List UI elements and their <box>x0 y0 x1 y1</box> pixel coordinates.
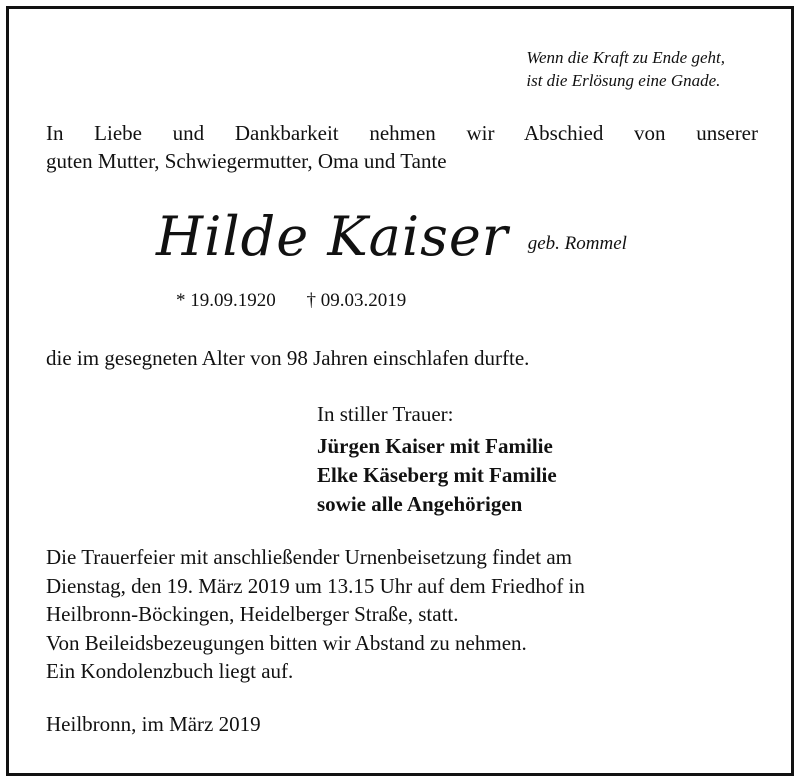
place-and-date: Heilbronn, im März 2019 <box>46 712 261 736</box>
deceased-name: Hilde Kaiser <box>156 205 509 268</box>
mourner-name: sowie alle Angehörigen <box>317 492 523 516</box>
service-line: Von Beileidsbezeugungen bitten wir Abstand zu nehmen. <box>46 630 527 655</box>
motto-quote <box>526 46 725 92</box>
birth-date: * 19.09.1920 <box>176 290 276 311</box>
intro-text <box>46 119 758 175</box>
service-line: Dienstag, den 19. März 2019 um 13.15 Uhr auf dem Friedhof in <box>46 573 585 598</box>
obituary-notice <box>6 6 794 776</box>
death-date: † 09.03.2019 <box>306 290 407 311</box>
service-details <box>46 543 761 686</box>
intro-line-2: guten Mutter, Schwiegermutter, Oma und Tante <box>46 149 447 173</box>
service-line: Ein Kondolenzbuch liegt auf. <box>46 659 294 683</box>
motto-line-1: Wenn die Kraft zu Ende geht, <box>526 48 725 67</box>
service-line: Heilbronn-Böckingen, Heidelberger Straße, statt. <box>46 602 459 626</box>
mourners-heading: In stiller Trauer: <box>317 402 454 426</box>
life-dates <box>176 290 406 312</box>
intro-line-1: In Liebe und Dankbarkeit nehmen wir Abschied von unserer <box>46 121 758 145</box>
service-line: Die Trauerfeier mit anschließender Urnenbeisetzung findet am <box>46 545 572 569</box>
mourner-name: Jürgen Kaiser mit Familie <box>317 434 553 458</box>
age-statement: die im gesegneten Alter von 98 Jahren einschlafen durfte. <box>46 346 530 370</box>
deceased-name-row <box>156 205 627 268</box>
maiden-name: geb. Rommel <box>527 233 627 254</box>
mourners-block <box>317 400 557 519</box>
mourner-name: Elke Käseberg mit Familie <box>317 463 557 487</box>
motto-line-2: ist die Erlösung eine Gnade. <box>526 71 721 90</box>
